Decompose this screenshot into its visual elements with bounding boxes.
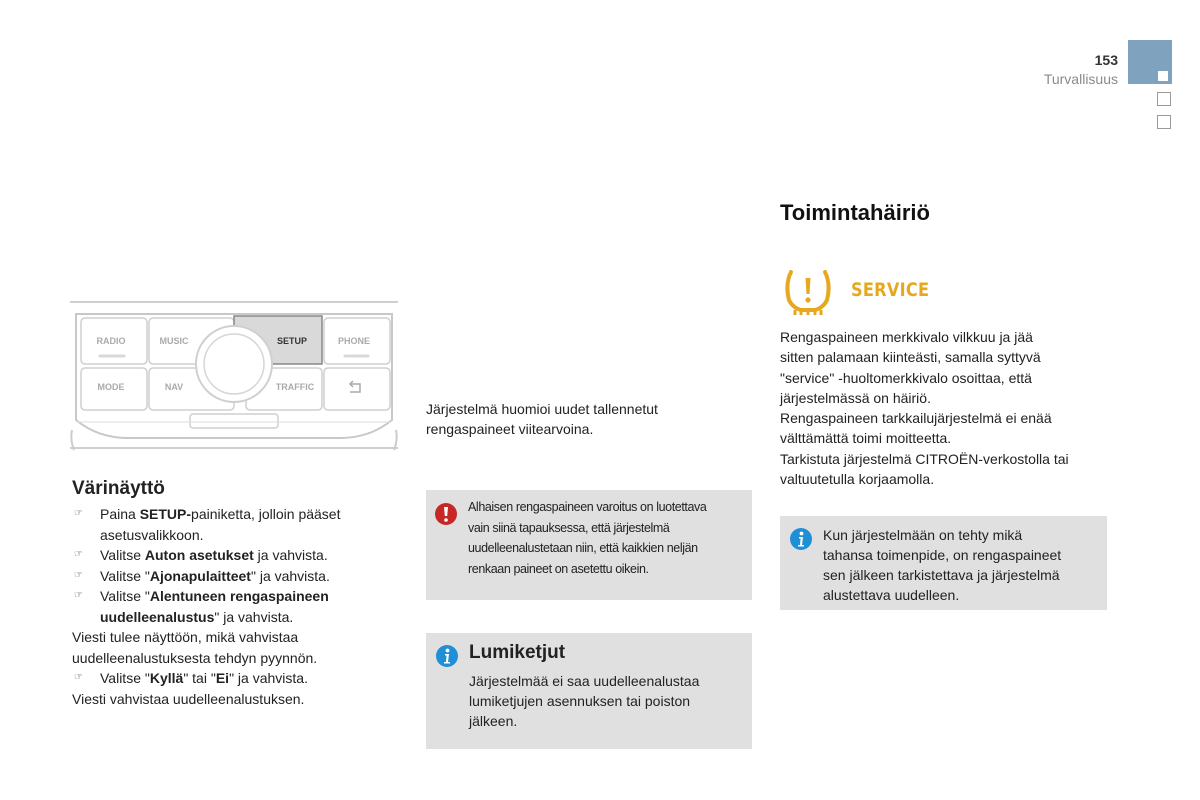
message-text: uudelleenalustuksesta tehdyn pyynnön. [72,649,318,666]
list-item: ☞ Valitse Auton asetukset ja vahvista. [72,545,372,566]
info-text: Kun järjestelmään on tehty mikä tahansa toimenpide, on rengaspaineet sen jälkeen tarkistettava ja järjestelmä alustettava uudelleen. [823,527,1062,603]
pointing-hand-icon: ☞ [74,672,83,683]
mode-button-label: MODE [97,382,125,392]
radio-button-label: RADIO [96,336,126,346]
nav-button-label: NAV [164,382,184,392]
phone-button-label: PHONE [337,336,371,346]
message-text: Viesti vahvistaa uudelleenalustuksen. [72,690,305,707]
list-item: ☞ Valitse "Ajonapulaitteet" ja vahvista. [72,566,372,587]
chapter-tab-box [1157,92,1171,106]
pointing-hand-icon: ☞ [74,508,83,519]
color-display-heading: Värinäyttö [72,478,165,499]
pointing-hand-icon: ☞ [74,590,83,601]
reference-values-text: Järjestelmä huomioi uudet tallennetut rengaspaineet viitearvoina. [426,401,658,437]
info-icon [789,527,813,551]
snow-chains-text: Järjestelmää ei saa uudelleenalustaa lumiketjujen asennuksen tai poiston jälkeen. [469,673,700,729]
tyre-pressure-warning-icon [783,266,833,316]
warning-text: Alhaisen rengaspaineen varoitus on luotettava vain siinä tapauksessa, että järjestelmä uudelleenalustetaan niin, että kaikkien neljän renkaan paineet on asetettu oikein. [468,500,707,576]
pointing-hand-icon: ☞ [74,569,83,581]
page-number: 153 [1094,52,1118,68]
section-title: Turvallisuus [1043,71,1118,87]
chapter-tab-box [1157,115,1171,129]
list-item: ☞ Paina SETUP-painiketta, jolloin pääset asetusvalikkoon. [74,506,341,543]
service-indicator-label: SERVICE [851,279,930,301]
chapter-tab-marker [1158,71,1168,81]
music-button-label: MUSIC [159,336,189,346]
setup-steps-list [72,504,372,709]
list-item: ☞ Valitse "Kyllä" tai "Ei" ja vahvista. [72,668,372,689]
snow-chains-title: Lumiketjut [469,642,566,663]
setup-button-label: SETUP [276,336,308,346]
malfunction-text: Rengaspaineen merkkivalo vilkkuu ja jää sitten palamaan kiinteästi, samalla syttyvä "service" -huoltomerkkivalo osoittaa, että järjestelmässä on häiriö. Rengaspaineen tarkkailujärjestelmä ei enää välttämättä toimi moitteetta. Tarkistuta järjestelmä CITROËN-verkostolla tai valtuutetulla korjaamolla. [780,329,1069,488]
malfunction-heading: Toimintahäiriö [780,200,930,225]
message-text: Viesti tulee näyttöön, mikä vahvistaa [72,629,299,645]
list-item: ☞ Valitse "Alentuneen rengaspaineen uudelleenalustus" ja vahvista. [74,588,329,625]
radio-control-panel [70,300,398,452]
traffic-button-label: TRAFFIC [275,382,315,392]
pointing-hand-icon: ☞ [74,549,83,560]
exclamation-warning-icon [434,502,458,526]
info-icon [435,644,459,668]
